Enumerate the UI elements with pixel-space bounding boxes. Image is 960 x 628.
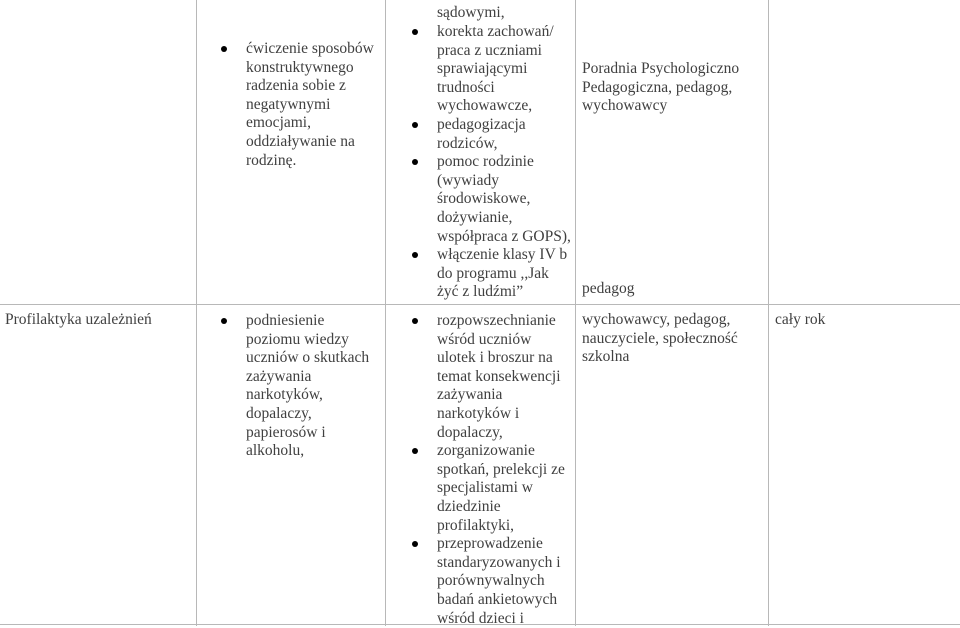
list-item [437,116,571,153]
list-item-text: włączenie klasy IV b do programu ,,Jak żyć z ludźmi” [437,246,568,301]
list-item [437,442,565,535]
row2-responsible-cell: wychowawcy, pedagog, nauczyciele, społeczność szkolna [582,311,738,366]
bullet-icon [412,541,418,547]
bullet-icon [412,29,418,35]
bullet-icon [412,122,418,128]
row2-tasks-list [437,312,565,628]
list-item [437,535,565,628]
bullet-icon [412,159,418,165]
bullet-icon [412,318,418,324]
column-divider-1 [196,0,197,626]
column-divider-4 [768,0,769,626]
bullet-icon [221,318,227,324]
row2-topic-cell: Profilaktyka uzależnień [5,311,152,328]
list-item [246,40,374,170]
list-item [246,312,369,461]
bullet-icon [412,252,418,258]
list-item-text: pedagogizacja rodziców, [437,115,526,152]
row1-goals-list [246,40,374,170]
row1-tasks-list [437,23,571,302]
column-divider-3 [575,0,576,626]
list-item [437,246,571,302]
bullet-icon [221,46,227,52]
row2-deadline-cell: cały rok [775,311,826,328]
column-divider-2 [385,0,386,626]
list-item [437,23,571,116]
row-divider [0,304,960,305]
list-item [437,153,571,246]
list-item-text: rozpowszechnianie wśród uczniów ulotek i broszur na temat konsekwencji zażywania narkotyków i dopalaczy, [437,312,561,441]
bullet-icon [412,448,418,454]
row2-goals-list [246,312,369,461]
list-item-text: ćwiczenie sposobów konstruktywnego radzenia sobie z negatywnymi emocjami, oddziaływanie na rodzinę. [246,40,374,169]
row1-responsible-bottom: pedagog [582,280,635,297]
list-item-text: przeprowadzenie standaryzowanych i porównywalnych badań ankietowych wśród dzieci i [437,535,561,627]
list-item-text: korekta zachowań/ praca z uczniami sprawiającymi trudności wychowawcze, [437,23,554,115]
list-item-text: pomoc rodzinie (wywiady środowiskowe, dożywianie, współpraca z GOPS), [437,153,571,245]
row1-tasks-intro: sądowymi, [437,4,505,21]
row1-responsible-top: Poradnia Psychologiczno Pedagogiczna, pedagog, wychowawcy [582,60,740,115]
list-item-text: zorganizowanie spotkań, prelekcji ze specjalistami w dziedzinie profilaktyki, [437,442,565,534]
list-item-text: podniesienie poziomu wiedzy uczniów o skutkach zażywania narkotyków, dopalaczy, papierosów i alkoholu, [246,312,370,460]
list-item [437,312,565,442]
